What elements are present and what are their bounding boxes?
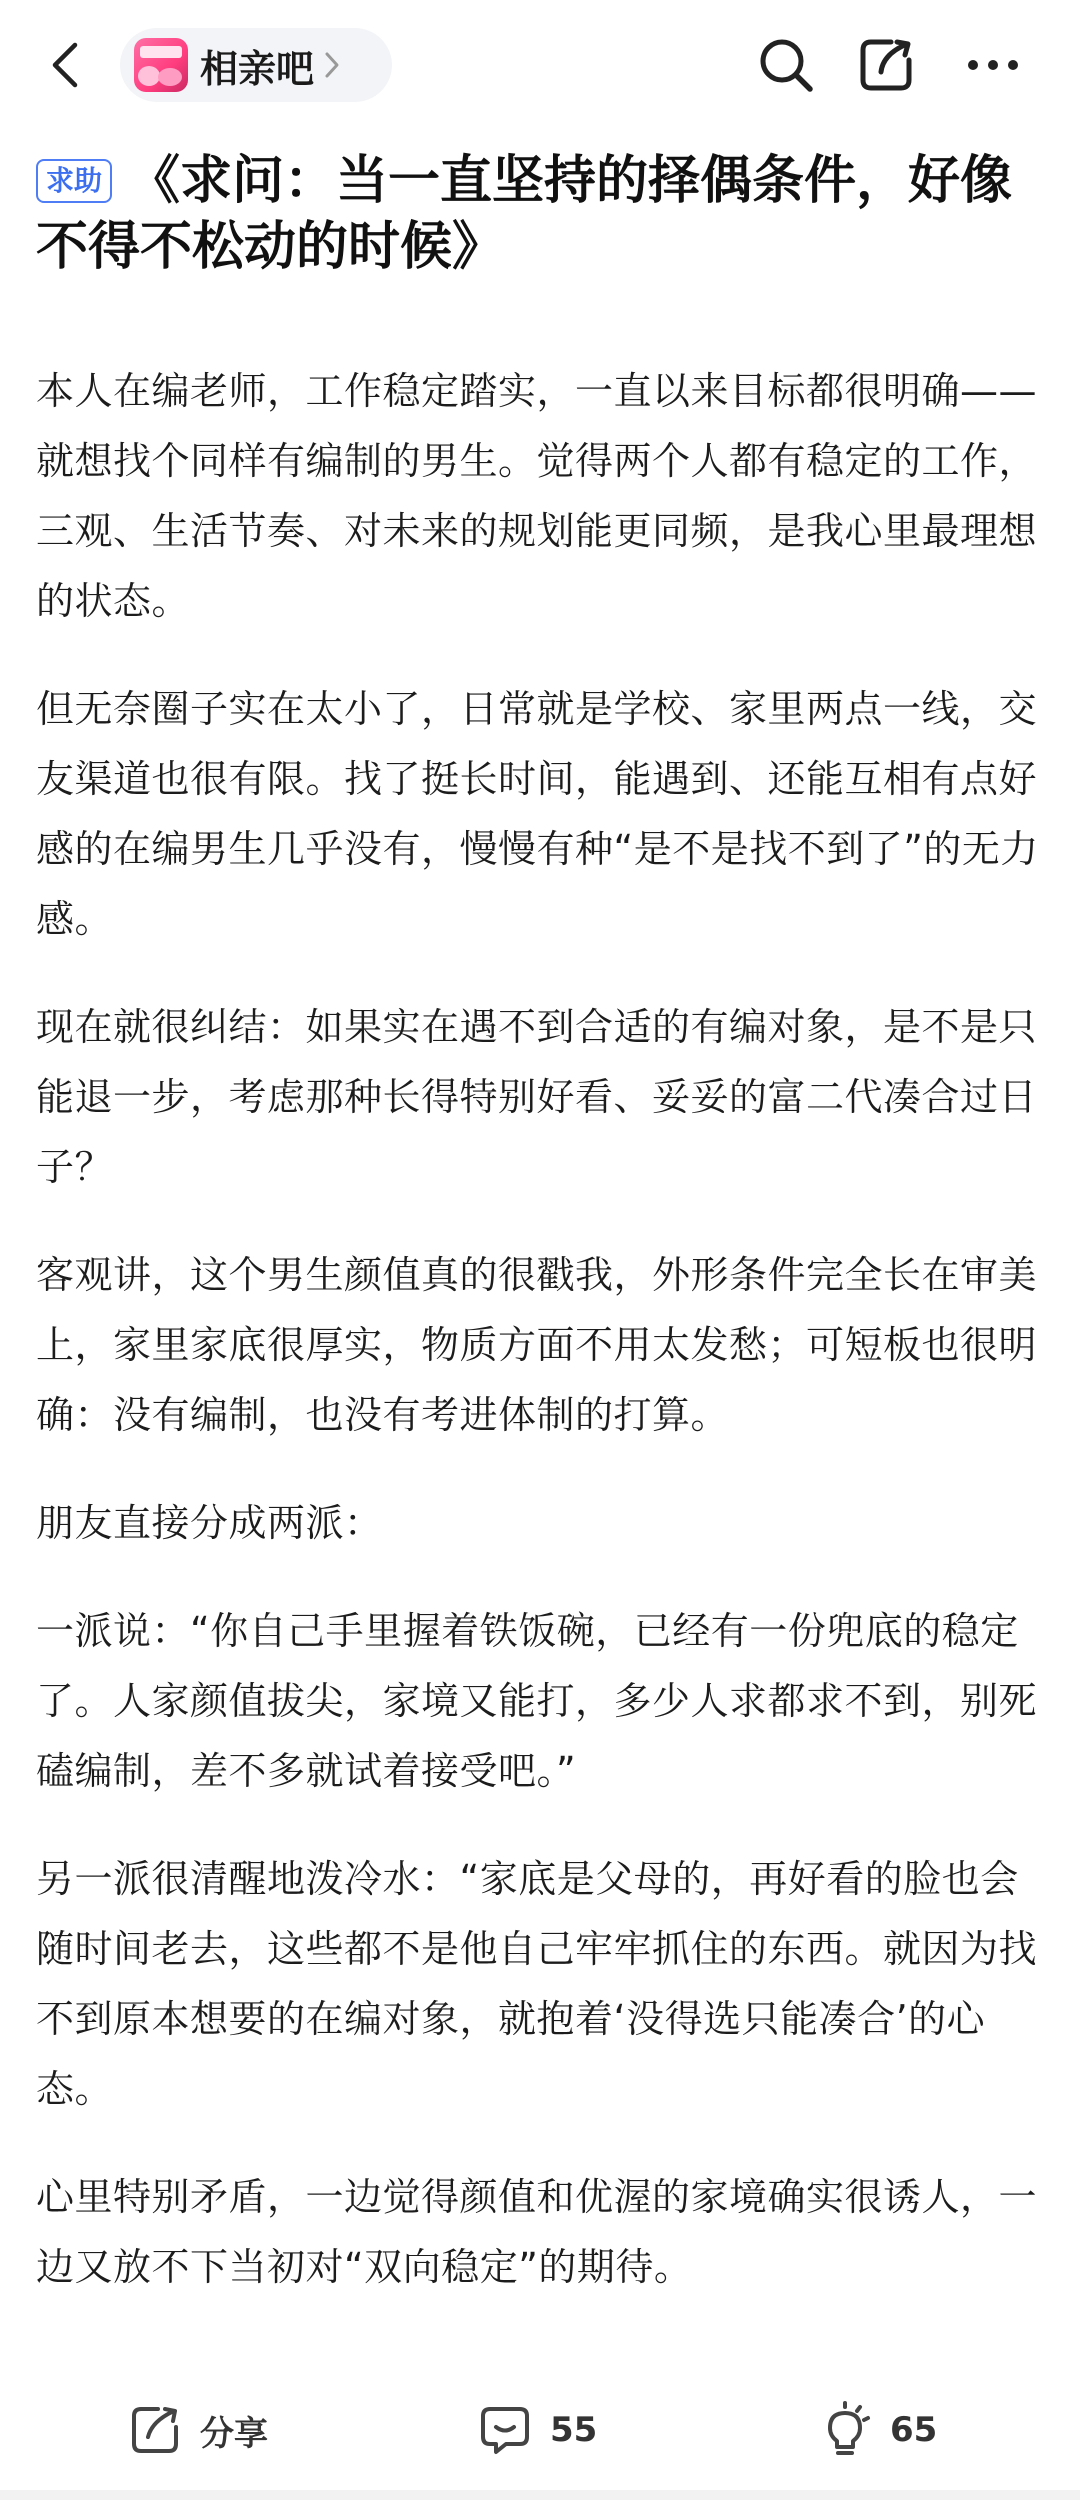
more-dots-icon [967, 58, 1019, 72]
post-content [36, 356, 1046, 2340]
lightbulb-icon [818, 2401, 872, 2459]
post-paragraph: 本人在编老师，工作稳定踏实，一直以来目标都很明确——就想找个同样有编制的男生。觉得两个人都有稳定的工作，三观、生活节奏、对未来的规划能更同频，是我心里最理想的状态。 [36, 369, 1038, 623]
share-button-top[interactable] [853, 32, 919, 98]
like-button[interactable] [818, 2400, 937, 2460]
back-button[interactable] [40, 30, 90, 100]
post-paragraph: 朋友直接分成两派： [36, 1501, 383, 1545]
search-button[interactable] [753, 32, 819, 98]
back-arrow-icon [51, 41, 79, 89]
post-paragraph: 现在就很纠结：如果实在遇不到合适的有编对象，是不是只能退一步，考虑那种长得特别好看、妥妥的富二代凑合过日子？ [36, 1005, 1038, 1189]
chevron-right-icon [324, 51, 340, 79]
post-action-bar [0, 2380, 1080, 2480]
bottom-divider [0, 2490, 1080, 2500]
post-paragraph: 另一派很清醒地泼冷水：“家底是父母的，再好看的脸也会随时间老去，这些都不是他自己牢牢抓住的东西。就因为找不到原本想要的在编对象，就抱着‘没得选只能凑合’的心态。 [36, 1857, 1038, 2111]
share-edit-icon [857, 36, 915, 94]
post-tag: 求助 [36, 159, 112, 203]
top-navigation-bar [0, 0, 1080, 130]
comment-count: 55 [550, 2410, 598, 2450]
forum-name: 相亲吧 [200, 46, 315, 91]
comment-icon [478, 2403, 532, 2457]
post-paragraph: 一派说：“你自己手里握着铁饭碗，已经有一份兜底的稳定了。人家颜值拔尖，家境又能打，多少人求都求不到，别死磕编制，差不多就试着接受吧。” [36, 1609, 1038, 1793]
more-button[interactable] [960, 32, 1026, 98]
post-title-block [36, 148, 1046, 280]
forum-link[interactable] [120, 28, 392, 102]
post-paragraph: 客观讲，这个男生颜值真的很戳我，外形条件完全长在审美上，家里家底很厚实，物质方面不用太发愁；可短板也很明确：没有编制，也没有考进体制的打算。 [36, 1253, 1038, 1437]
search-icon [757, 36, 815, 94]
forum-avatar [134, 38, 188, 92]
post-paragraph: 但无奈圈子实在太小了，日常就是学校、家里两点一线，交友渠道也很有限。找了挺长时间，能遇到、还能互相有点好感的在编男生几乎没有，慢慢有种“是不是找不到了”的无力感。 [36, 687, 1039, 941]
share-button[interactable] [128, 2400, 268, 2460]
share-icon [128, 2403, 182, 2457]
comment-button[interactable] [478, 2400, 597, 2460]
post-title: 《求问：当一直坚持的择偶条件，好像不得不松动的时候》 [36, 151, 1013, 277]
post-paragraph: 心里特别矛盾，一边觉得颜值和优渥的家境确实很诱人，一边又放不下当初对“双向稳定”的期待。 [36, 2175, 1038, 2289]
like-count: 65 [890, 2410, 938, 2450]
share-label: 分享 [200, 2413, 268, 2454]
